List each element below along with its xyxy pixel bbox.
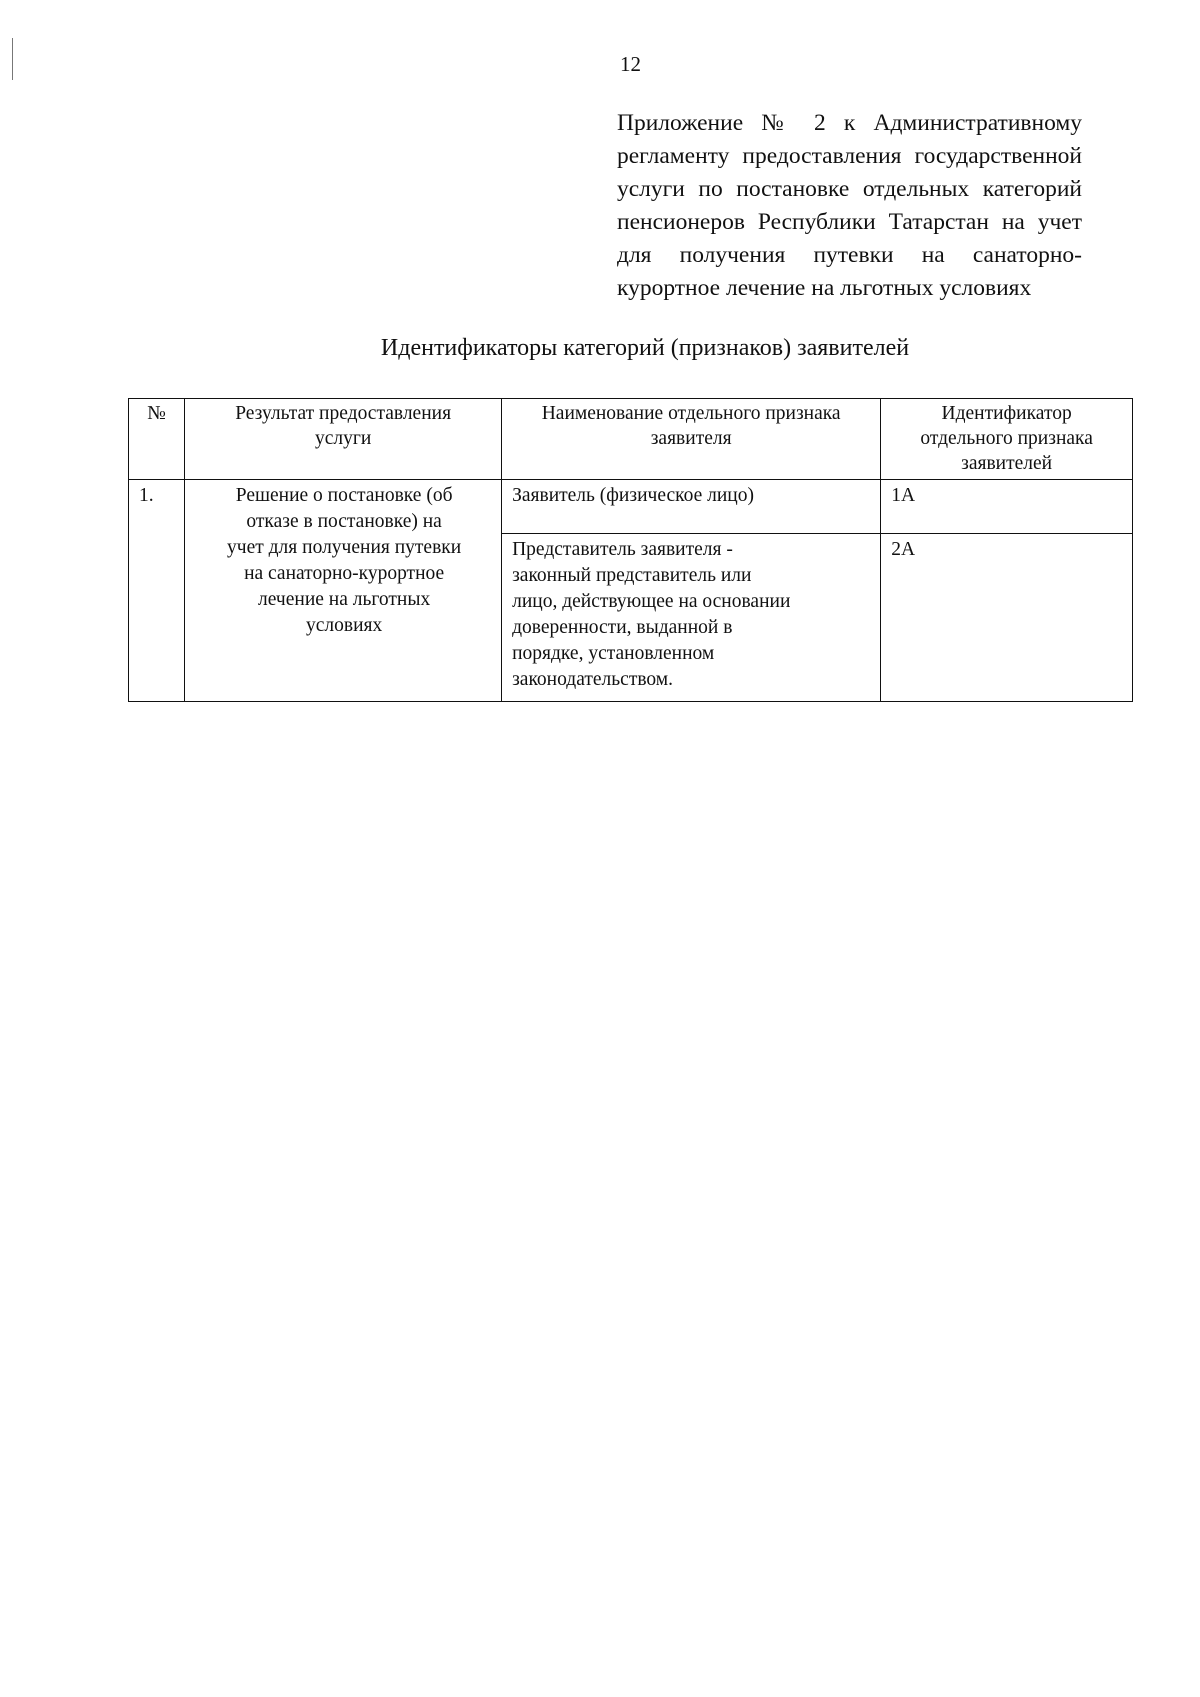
- category-name-line: Представитель заявителя -: [512, 539, 733, 560]
- result-line: учет для получения путевки: [227, 537, 462, 558]
- category-name-line: доверенности, выданной в: [512, 617, 733, 638]
- category-name-line: законодательством.: [512, 669, 674, 690]
- row-number: 1.: [129, 480, 185, 702]
- scan-edge-mark: [12, 38, 13, 80]
- result-line: условиях: [306, 615, 383, 636]
- table-header-row: [129, 399, 1133, 480]
- identifiers-table: [128, 398, 1133, 702]
- category-identifier: 2А: [881, 534, 1133, 702]
- document-title: Идентификаторы категорий (признаков) заявителей: [380, 335, 910, 361]
- representative-category-name: [502, 534, 881, 702]
- result-line: на санаторно-курортное: [244, 563, 445, 584]
- result-line: лечение на льготных: [258, 589, 431, 610]
- category-name-line: лицо, действующее на основании: [512, 591, 791, 612]
- category-name-line: Заявитель (физическое лицо): [512, 485, 754, 506]
- page-number: 12: [620, 52, 641, 76]
- result-line: отказе в постановке) на: [246, 511, 442, 532]
- header-name-line: заявителя: [650, 428, 732, 449]
- applicant-category-name: [502, 480, 881, 534]
- header-result-line: услуги: [314, 428, 372, 449]
- table-row: [129, 480, 1133, 534]
- header-identifier: [881, 399, 1133, 480]
- result-cell: [185, 480, 502, 702]
- header-number: №: [129, 399, 185, 480]
- header-result: [185, 399, 502, 480]
- category-name-line: порядке, установленном: [512, 643, 715, 664]
- category-name-line: законный представитель или: [512, 565, 752, 586]
- category-identifier: 1А: [881, 480, 1133, 534]
- header-identifier-line: Идентификатор: [941, 403, 1072, 424]
- header-identifier-line: заявителей: [961, 453, 1053, 474]
- header-name-line: Наименование отдельного признака: [541, 403, 841, 424]
- header-identifier-line: отдельного признака: [920, 428, 1093, 449]
- appendix-reference: Приложение № 2 к Административному регламенту предоставления государственной услуги по постановке отдельных категорий пенсионеров Республики Татарстан на учет для получения путевки на санаторно-курортное лечение на льготных условиях: [617, 110, 1082, 301]
- header-result-line: Результат предоставления: [235, 403, 452, 424]
- header-name: [502, 399, 881, 480]
- result-line: Решение о постановке (об: [235, 485, 453, 506]
